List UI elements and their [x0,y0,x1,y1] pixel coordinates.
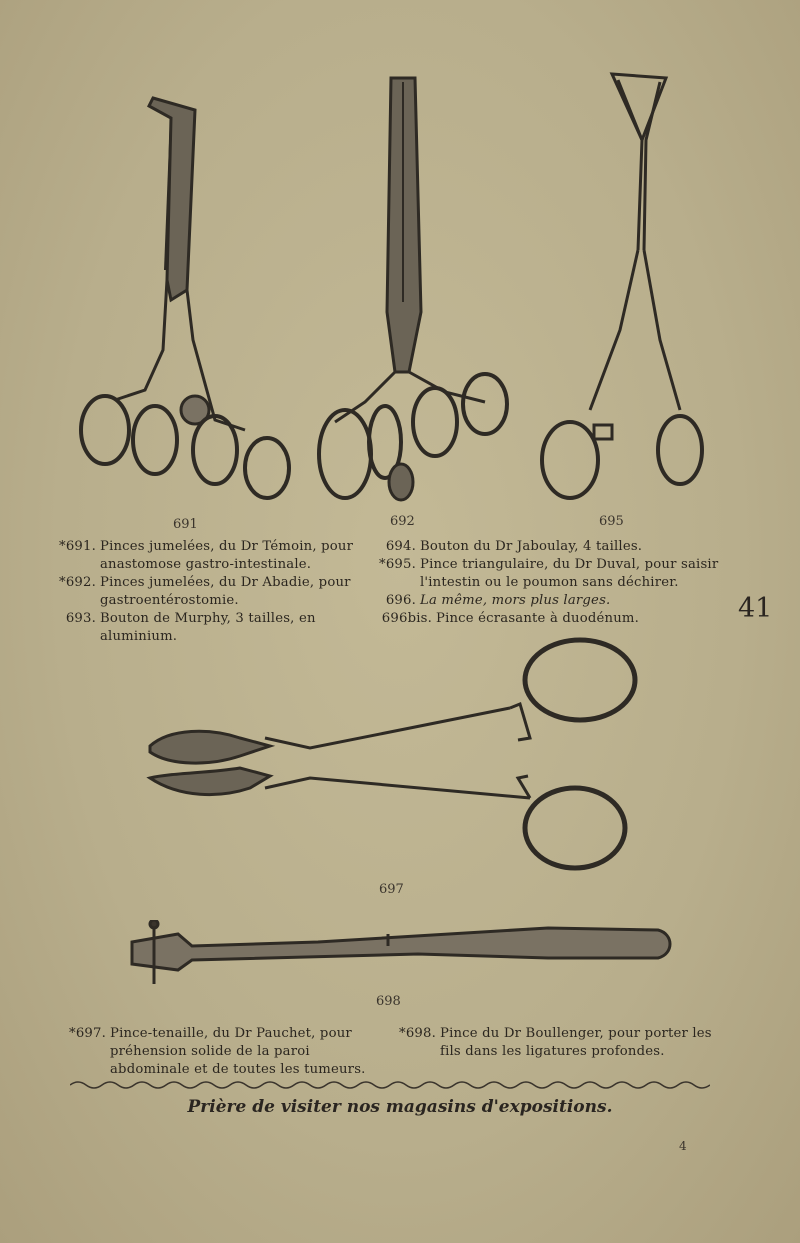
corner-page-number: 4 [679,1139,687,1153]
caption-694 [372,538,722,556]
figure-number-691: 691 [173,517,198,532]
caption-text: La même, mors plus larges. [420,593,611,608]
caption-text: Pince triangulaire, du Dr Duval, pour saisir l'intestin ou le poumon sans déchirer. [420,557,719,590]
figure-number-698: 698 [376,994,401,1009]
figure-number-697: 697 [379,882,404,897]
wavy-divider [70,1076,710,1095]
page-number: 41 [738,593,773,624]
caption-695 [372,556,722,592]
captions-bottom-right [388,1025,714,1061]
illustration-695-triangular-forceps [520,70,715,510]
figure-number-695: 695 [599,514,624,529]
footer-invitation: Prière de visiter nos magasins d'expositions. [187,1097,613,1117]
caption-number: *695. [379,557,416,572]
caption-text: Pinces jumelées, du Dr Témoin, pour anastomose gastro-intestinale. [100,539,354,572]
figure-number-692: 692 [390,514,415,529]
caption-number: 696. [385,593,416,608]
caption-text: Pinces jumelées, du Dr Abadie, pour gastroentérostomie. [100,575,351,608]
caption-text: Bouton du Dr Jaboulay, 4 tailles. [420,539,643,554]
caption-text: Pince du Dr Boullenger, pour porter les fils dans les ligatures profondes. [440,1026,712,1059]
caption-697 [50,1025,382,1079]
caption-number: 696bis. [381,611,432,626]
captions-bottom-left [50,1025,382,1079]
caption-text: Pince écrasante à duodénum. [436,611,639,626]
caption-698 [388,1025,714,1061]
caption-696bis [372,610,722,628]
caption-number: *691. [59,539,96,554]
caption-text: Pince-tenaille, du Dr Pauchet, pour préhension solide de la paroi abdominale et de toutes les tumeurs. [110,1026,366,1077]
illustration-691-forceps [75,90,295,510]
caption-text: Bouton de Murphy, 3 tailles, en aluminium. [100,611,316,644]
illustration-692-forceps [305,72,520,512]
caption-number: *698. [399,1026,436,1041]
caption-number: 693. [65,611,96,626]
illustration-698-ligature-forceps [118,920,678,990]
captions-right [372,538,722,628]
caption-number: *692. [59,575,96,590]
caption-691 [52,538,388,574]
caption-696 [372,592,722,610]
caption-692 [52,574,388,610]
caption-number: 694. [385,539,416,554]
caption-number: *697. [69,1026,106,1041]
illustration-697-tenaculum [140,628,650,883]
